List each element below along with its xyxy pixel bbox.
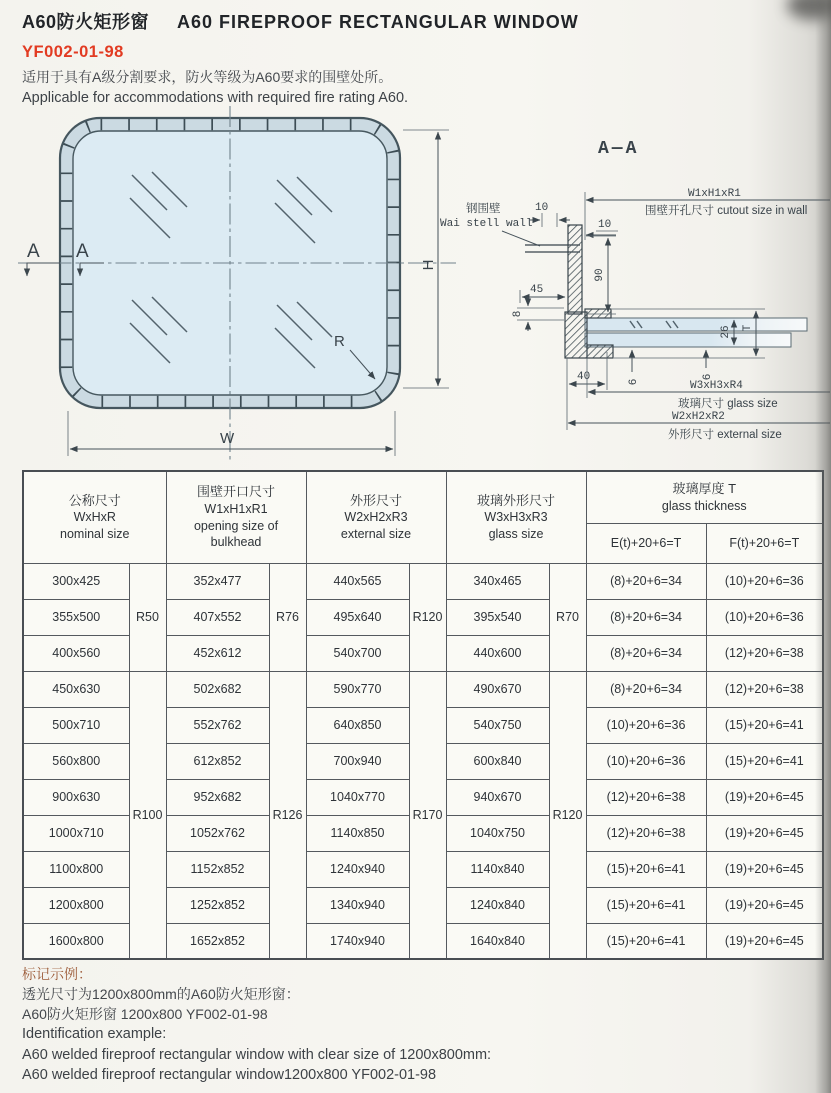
cell-nominal: 1600x800 <box>23 923 129 959</box>
dim-40-label: 40 <box>577 371 591 383</box>
header-code: W2xH2xR3 <box>344 510 408 525</box>
example-heading-en: Identification example: <box>22 1026 167 1042</box>
cell-f: (15)+20+6=41 <box>706 707 823 743</box>
section-marker-label-left: A <box>27 241 40 262</box>
cell-e: (15)+20+6=41 <box>586 887 706 923</box>
description-cn: 适用于具有A级分割要求，防火等级为A60要求的围壁处所。 <box>22 69 393 85</box>
header-cn: 玻璃外形尺寸 <box>477 492 556 508</box>
wall-label-en: Wai stell wall <box>440 218 533 230</box>
cell-external: 1340x940 <box>306 887 409 923</box>
cell-f: (15)+20+6=41 <box>706 743 823 779</box>
dim-10b-label: 10 <box>598 219 612 231</box>
cell-opening: 452x612 <box>166 635 269 671</box>
frame-corner-hatched <box>565 312 587 358</box>
height-dim-label: H <box>420 259 437 271</box>
cell-r-glass: R70 <box>549 563 586 671</box>
cell-external: 640x850 <box>306 707 409 743</box>
cell-external: 540x700 <box>306 635 409 671</box>
example-line-cn-2: A60防火矩形窗 1200x800 YF002-01-98 <box>22 1006 268 1022</box>
cell-glass: 600x840 <box>446 743 549 779</box>
section-marker-label-right: A <box>76 241 89 262</box>
cell-e: (10)+20+6=36 <box>586 707 706 743</box>
wall-leader-line <box>502 231 540 246</box>
header-en: glass size <box>488 526 544 541</box>
col-header-opening <box>166 471 306 563</box>
dim-8-ext <box>517 308 564 320</box>
cell-e: (15)+20+6=41 <box>586 923 706 959</box>
glass-pane-inner <box>585 333 791 347</box>
example-line-en-1: A60 welded fireproof rectangular window with clear size of 1200x800mm: <box>22 1046 492 1063</box>
col-header-f-formula: F(t)+20+6=T <box>706 523 823 563</box>
cell-f: (19)+20+6=45 <box>706 887 823 923</box>
header-cn: 公称尺寸 <box>68 492 121 508</box>
cell-nominal: 500x710 <box>23 707 129 743</box>
cell-r-glass: R120 <box>549 671 586 959</box>
cell-glass: 395x540 <box>446 599 549 635</box>
cell-opening: 952x682 <box>166 779 269 815</box>
cell-e: (10)+20+6=36 <box>586 743 706 779</box>
header-cn: 玻璃厚度 T <box>672 480 737 496</box>
dim-6a-label: 6 <box>628 378 640 386</box>
glazing-bead-hatched <box>585 309 611 318</box>
header-en: external size <box>340 526 412 541</box>
spec-table <box>22 470 824 960</box>
cell-f: (10)+20+6=36 <box>706 599 823 635</box>
section-cut-arrow-left <box>27 263 60 276</box>
cell-glass: 490x670 <box>446 671 549 707</box>
cell-nominal: 1000x710 <box>23 815 129 851</box>
header-code: W3xH3xR3 <box>484 510 548 525</box>
cutout-size-code: W1xH1xR1 <box>688 188 741 200</box>
dim-10a-ext <box>542 213 557 227</box>
frame-lip-hatched <box>587 345 613 358</box>
example-line-en-2: A60 welded fireproof rectangular window1200x800 YF002-01-98 <box>22 1067 437 1083</box>
front-view-drawing <box>0 100 460 465</box>
cell-external: 700x940 <box>306 743 409 779</box>
cell-glass: 340x465 <box>446 563 549 599</box>
cell-r-opening: R126 <box>269 671 306 959</box>
external-size-code: W2xH2xR2 <box>672 411 725 423</box>
cell-glass: 940x670 <box>446 779 549 815</box>
example-heading: 标记示例： <box>22 966 92 982</box>
dim-10a-label: 10 <box>535 202 549 214</box>
dim-6b-label: 6 <box>702 373 714 381</box>
header-code: W1xH1xR1 <box>204 502 268 517</box>
cell-opening: 407x552 <box>166 599 269 635</box>
page-edge-shadow <box>815 0 831 1093</box>
col-header-thickness <box>586 471 823 523</box>
header-cn: 外形尺寸 <box>350 492 403 508</box>
glass-pane-outer <box>585 318 807 331</box>
glass-size-label: 玻璃尺寸 glass size <box>678 398 778 410</box>
cell-nominal: 400x560 <box>23 635 129 671</box>
cell-opening: 502x682 <box>166 671 269 707</box>
cell-e: (8)+20+6=34 <box>586 599 706 635</box>
header-en: nominal size <box>60 526 130 541</box>
col-header-nominal <box>23 471 166 563</box>
cutout-size-label: 围壁开孔尺寸 cutout size in wall <box>645 205 808 217</box>
cell-opening: 1652x852 <box>166 923 269 959</box>
col-header-glass <box>446 471 586 563</box>
cell-r-external: R170 <box>409 671 446 959</box>
cell-external: 495x640 <box>306 599 409 635</box>
cell-f: (19)+20+6=45 <box>706 815 823 851</box>
cell-e: (8)+20+6=34 <box>586 635 706 671</box>
cell-nominal: 450x630 <box>23 671 129 707</box>
cell-external: 590x770 <box>306 671 409 707</box>
cell-e: (8)+20+6=34 <box>586 671 706 707</box>
cell-e: (8)+20+6=34 <box>586 563 706 599</box>
cell-opening: 1052x762 <box>166 815 269 851</box>
cell-opening: 612x852 <box>166 743 269 779</box>
width-dim-label: W <box>220 430 235 447</box>
cell-glass: 1040x750 <box>446 815 549 851</box>
dim-T-label: T <box>742 324 754 332</box>
cell-nominal: 1200x800 <box>23 887 129 923</box>
cell-glass: 540x750 <box>446 707 549 743</box>
cell-external: 440x565 <box>306 563 409 599</box>
cell-opening: 552x762 <box>166 707 269 743</box>
glass-size-code: W3xH3xR4 <box>690 380 743 392</box>
cell-e: (12)+20+6=38 <box>586 815 706 851</box>
section-view-drawing <box>440 100 831 465</box>
cell-nominal: 300x425 <box>23 563 129 599</box>
cell-opening: 352x477 <box>166 563 269 599</box>
header-en: opening size of bulkhead <box>193 518 279 549</box>
header-cn: 围壁开口尺寸 <box>197 484 276 500</box>
cell-f: (10)+20+6=36 <box>706 563 823 599</box>
title-en: A60 FIREPROOF RECTANGULAR WINDOW <box>177 12 579 32</box>
dim-8-label: 8 <box>512 310 524 318</box>
cell-nominal: 560x800 <box>23 743 129 779</box>
example-line-cn-1: 透光尺寸为1200x800mm的A60防火矩形窗： <box>22 986 300 1002</box>
cell-glass: 440x600 <box>446 635 549 671</box>
header-code: WxHxR <box>73 510 116 525</box>
section-title: A—A <box>598 139 640 159</box>
cell-nominal: 355x500 <box>23 599 129 635</box>
cell-r-opening: R76 <box>269 563 306 671</box>
cell-nominal: 900x630 <box>23 779 129 815</box>
cell-f: (19)+20+6=45 <box>706 851 823 887</box>
page-header <box>22 8 579 106</box>
external-size-label: 外形尺寸 external size <box>668 429 782 441</box>
dim-90-label: 90 <box>594 268 606 282</box>
title-cn: A60防火矩形窗 <box>22 12 150 32</box>
description-en: Applicable for accommodations with required fire rating A60. <box>22 90 409 106</box>
cell-r-nominal: R100 <box>129 671 166 959</box>
wall-label-cn: 钢围壁 <box>466 203 501 215</box>
cell-glass: 1140x840 <box>446 851 549 887</box>
cell-f: (12)+20+6=38 <box>706 671 823 707</box>
model-number: YF002-01-98 <box>22 43 124 61</box>
frame-ring-hatched <box>568 225 582 314</box>
table-header-row <box>23 471 823 523</box>
table-row <box>23 563 823 599</box>
cell-external: 1040x770 <box>306 779 409 815</box>
header-en: glass thickness <box>661 498 747 513</box>
cell-external: 1140x850 <box>306 815 409 851</box>
cell-e: (15)+20+6=41 <box>586 851 706 887</box>
col-header-external <box>306 471 446 563</box>
cell-external: 1740x940 <box>306 923 409 959</box>
dim-26-label: 26 <box>720 325 732 339</box>
cell-nominal: 1100x800 <box>23 851 129 887</box>
identification-example <box>22 966 491 1088</box>
cell-opening: 1252x852 <box>166 887 269 923</box>
col-header-e-formula: E(t)+20+6=T <box>586 523 706 563</box>
cell-f: (19)+20+6=45 <box>706 779 823 815</box>
radius-dim-label: R <box>334 333 345 350</box>
cell-glass: 1640x840 <box>446 923 549 959</box>
cell-e: (12)+20+6=38 <box>586 779 706 815</box>
cell-f: (12)+20+6=38 <box>706 635 823 671</box>
cell-r-nominal: R50 <box>129 563 166 671</box>
cell-f: (19)+20+6=45 <box>706 923 823 959</box>
table-row <box>23 671 823 707</box>
cell-external: 1240x940 <box>306 851 409 887</box>
dim-45-label: 45 <box>530 284 544 296</box>
cell-r-external: R120 <box>409 563 446 671</box>
cell-opening: 1152x852 <box>166 851 269 887</box>
page-title <box>22 8 579 34</box>
cell-glass: 1240x840 <box>446 887 549 923</box>
